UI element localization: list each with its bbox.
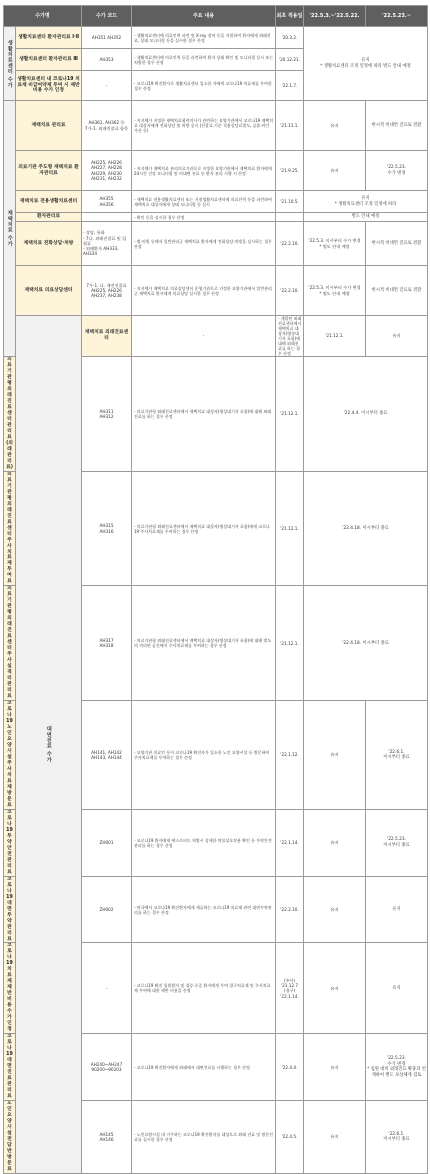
row-period1: 유지 [366, 316, 428, 357]
row-code: AH315 AH316 [82, 471, 132, 586]
row-date: '20.3.2. [276, 27, 304, 49]
row-date: '21.9.25. [276, 151, 304, 191]
row-date [276, 213, 304, 222]
fee-schedule-table [3, 5, 428, 1174]
row-date: '22.1.7. [276, 71, 304, 101]
row-period2: '22.6.1. 이시부터 종료 [366, 1101, 428, 1174]
row-content: - 의료기관평 외래진료센터에서 재택치료 대상자(병상대기자 포함)에 대해 외래진료를 하는 경우 산정 [132, 357, 276, 472]
row-period1: 유지 [304, 151, 366, 191]
row-code: AH311 AH312 [82, 357, 132, 472]
row-date: '20.12.21. [276, 49, 304, 71]
category-life-center: 생활치료센터 수가 [4, 27, 16, 101]
row-period1: 유지 [304, 809, 366, 876]
header-code: 수가 코드 [82, 6, 132, 27]
row-period2: 유지 [366, 943, 428, 1034]
header-content: 주요 내용 [132, 6, 276, 27]
row-code: 7가-1. 나. 재진진찰료 AH225, AH226 AH237, AH238 [82, 266, 132, 316]
header-period2: '22.5.23.~ [366, 6, 428, 27]
table-row [4, 151, 428, 191]
row-date: (주사) '21.12.7 (경구) '22.1.14. [276, 943, 304, 1034]
row-content: - 지자체가 재택치료 관리의료기관으로 지정한 요양기관에서 재택치료 환자에게 24시간 건강 모니터링 및 비대면 진료 등 환자 관리 시행 시 산정 [132, 151, 276, 191]
header-category: 수가명 [4, 6, 82, 27]
header-date: 최초 적용일 [276, 6, 304, 27]
row-item: 의료기관 주도형 재택치료 환자관리료 [16, 151, 82, 191]
row-period2: '22.6.1. 이시부터 종료 [366, 701, 428, 810]
row-item: 재택치료 전용생활치료센터 [16, 191, 82, 213]
row-date: '21.11.1. [276, 101, 304, 151]
row-date: '22.4.5. [276, 1101, 304, 1174]
row-code: AH225, AH226 AH227, AH228 AH229, AH230 AH231, AH232 [82, 151, 132, 191]
row-item: 노인요양시설 전담반 방문료 [4, 1101, 16, 1174]
row-period1: 유지 [304, 1034, 366, 1101]
row-content: - 지자체가 재택치료 의료상담센터 운영기관으로 지정한 요양기관에서 일반관리군 재택치료 환자에게 의료상담 실시한 경우 산정 [132, 266, 276, 316]
table-row [4, 101, 428, 151]
row-content: - 노인요양시설 내 거주하는 코로나19 확진환자를 대상으로 외래 진료 및 방문진료를 실시한 경우 산정 [132, 1101, 276, 1174]
table-row [4, 213, 428, 222]
table-row [4, 222, 428, 266]
row-content: - 병·의원 등에서 일반관리군 재택치료 환자에게 전화상담·처방을 실시하는 경우 산정 [132, 222, 276, 266]
row-item: 재택치료 관리료 [16, 101, 82, 151]
row-item: 코로나19 투약안전관리료 [4, 809, 16, 876]
row-content: - 의료기관평 외래진료센터에서 재택치료 대상자(병상대기자 포함)에게 코로나19 주사치료제를 투여하는 경우 산정 [132, 471, 276, 586]
row-merged-status: 별도 안내 예정 [304, 213, 428, 222]
row-code: - [82, 71, 132, 101]
row-content: - 개발된 외래진료센터에서 재택치료 대상자(병상대기자 포함)에 대해 외래진료를 하는 경우 산정 [276, 316, 304, 357]
row-merged-status: 유지 * 생활치료센터 조정 일정에 따라 [304, 191, 428, 213]
row-merged-status: '22.4.4. 이시부터 종료 [304, 357, 428, 472]
row-content: - 요양기관 의료인 등이 코로나19 확진자가 입소한 노인 요양시설 등 방문하여 주사치료제를 투여하는 경우 산정 [132, 701, 276, 810]
row-code [82, 213, 132, 222]
row-merged-status: '22.4.18. 이시부터 종료 [304, 586, 428, 701]
row-period2: '22.5.23. 수가 변경 * 입원 대비 외래진료 확충과 연계하여 별도 보상체계 검토 [366, 1034, 428, 1101]
category-home-care: 재택치료 수가 [4, 101, 16, 357]
row-code: AH317 AH318 [82, 586, 132, 701]
row-content: - 코로나19 환자에게 팍스로비드 처방시 상세한 약물상호작용 확인 등 투약안전관리를 하는 경우 산정 [132, 809, 276, 876]
row-content: - 생활치료센터에 의료인력 파견 및 X-ray 장비 등을 지원하여 환자에게 외래진료, 상태 모니터링 등을 실시한 경우 산정 [132, 27, 276, 49]
row-period2: '22.5.23. 수가 변경 [366, 151, 428, 191]
row-period1: '22.5.3. 이시부터 수가 변경 * 별도 안내 예정 [304, 266, 366, 316]
row-item: 코로나19 노인요양시설 주사치료제 방문료 [4, 701, 16, 810]
row-period1: 유지 [304, 101, 366, 151]
row-item: 의료기관평 외래진료센터 주사치료제 투여료 [4, 471, 16, 586]
row-code: AH145 AH146 [82, 1101, 132, 1174]
table-row [4, 316, 428, 357]
row-code: AH240~AH247 90200~90203 [82, 1034, 132, 1101]
row-merged-status: 유지 * 생활치료센터 조정 일정에 따라 별도 안내 예정 [304, 27, 428, 101]
category-outpatient: 대면진료 수가 [16, 316, 82, 1174]
row-item: 재택치료 의료상담센터 [16, 266, 82, 316]
row-code: - 상담, 통화 - 7나. 외래진찰료 및 입원료 - 외래환자 AH333, AH334 [82, 222, 132, 266]
row-content: - 약국에서 코로나19 확진환자에게 제공하는 코로나19 치료제 관련 대면투약관리를 하는 경우 산정 [132, 876, 276, 943]
table-row [4, 191, 428, 213]
row-code: ZH002 [82, 876, 132, 943]
row-item: 재택치료 전화상담·처방 [16, 222, 82, 266]
row-period2: 유지 [366, 876, 428, 943]
row-content: - 지자체가 지정한 재택치료협력의사가 관련하는 요양기관에서 코로나19 재택치료 대상자에게 전화상담 및 처방 실시 (진찰료 기준 적용상담료별도, 공휴·야간 가산 등) [132, 101, 276, 151]
row-content: - 확인 등을 실시한 경우 산정 [132, 213, 276, 222]
table-row [4, 27, 428, 49]
row-date: '21.10.5. [276, 191, 304, 213]
row-item: 코로나19 치료제 제반비용 수가 인정 [4, 943, 16, 1034]
row-period1: '22.5.3. 이시부터 수가 변경 * 별도 안내 예정 [304, 222, 366, 266]
row-code: - [82, 943, 132, 1034]
row-period2: 한시적 비대면 진료로 전환 [366, 222, 428, 266]
row-code: AH353 [82, 49, 132, 71]
row-period2: 한시적 비대면 진료로 전환 [366, 101, 428, 151]
row-item: 코로나19 대면진료관리료 [4, 1034, 16, 1101]
row-item: 생활치료센터 환자관리료 Ⅲ [16, 49, 82, 71]
row-merged-status: '22.4.18. 이시부터 종료 [304, 471, 428, 586]
row-date: '21.12.1. [276, 471, 304, 586]
row-date: '21.12.1. [276, 586, 304, 701]
row-code: ZH001 [82, 809, 132, 876]
row-period2: '22.5.23. 이시부터 종료 [366, 809, 428, 876]
row-code: AH141, AH142 AH143, AH144 [82, 701, 132, 810]
row-date: '21.12.1. [276, 357, 304, 472]
table-row [4, 266, 428, 316]
row-item: 생활치료센터 내 코로나19 치료제 비급여약제 투여 시 제반비용 수가 인정 [16, 71, 82, 101]
row-content: - 코로나19 확진환자로 생활치료센터 입소한 자에게 코로나19 치료제를 투여한 경우 산정 [132, 71, 276, 101]
row-period1: 유지 [304, 876, 366, 943]
row-content: - 코로나19 확진환자에게 외래에서 대면진료를 시행하는 경우 산정 [132, 1034, 276, 1101]
row-code: AH351 AH352 [82, 27, 132, 49]
row-period1: 유지 [304, 701, 366, 810]
row-date: '22.1.14. [276, 809, 304, 876]
row-date: '22.2.10. [276, 266, 304, 316]
row-date: '22.2.10. [276, 222, 304, 266]
table-header-row [4, 6, 428, 27]
row-content: - 코로나19 확진 입원환자 및 경증·중증 환자에게 투여 경구치료제 및 주사치료제 투여에 대한 제반 비용을 산정 [132, 943, 276, 1034]
row-content: - 의료기관평 외래진료센터에서 재택치료 대상자(병상대기자 포함)에 대해 별도의 격리된 공간에서 주사치료제를 투여하는 경우 산정 [132, 586, 276, 701]
row-content: - 재택치료 전용생활치료센터 또는 거점생활치료센터에 의료인력 등을 파견하여 재택치료 대상자에게 상태 모니터링 등 실시 [132, 191, 276, 213]
row-date: '22.1.12. [276, 701, 304, 810]
row-code: - [132, 316, 276, 357]
row-item: 환자관리료 [16, 213, 82, 222]
row-code: AH355 AH356 [82, 191, 132, 213]
row-item: 생활치료센터 환자관리료 Ⅰ·Ⅱ [16, 27, 82, 49]
row-item: 재택치료 외래진료센터 [82, 316, 132, 357]
row-code: AH361, AH362 등 7가-1. 외래진찰료 항목 [82, 101, 132, 151]
row-period1: 유지 [304, 943, 366, 1034]
row-date: '21.12.1. [304, 316, 366, 357]
row-item: 의료기관평 외래진료센터 관리료(외래관리료) [4, 357, 16, 472]
row-date: '22.4.4. [276, 1034, 304, 1101]
header-period1: '22.5.3.~'22.5.22. [304, 6, 366, 27]
row-period1: 유지 [304, 1101, 366, 1174]
row-content: - 생활치료센터에 의료인력 등을 파견하여 환자 상태 확인 및 모니터링 실시 또는 처방한 경우 산정 [132, 49, 276, 71]
row-item: 코로나19 대면투약관리료 [4, 876, 16, 943]
row-date: '22.2.10. [276, 876, 304, 943]
row-period2: 한시적 비대면 진료로 전환 [366, 266, 428, 316]
row-item: 의료기관평 외래진료센터 주사실 격리관리료 [4, 586, 16, 701]
